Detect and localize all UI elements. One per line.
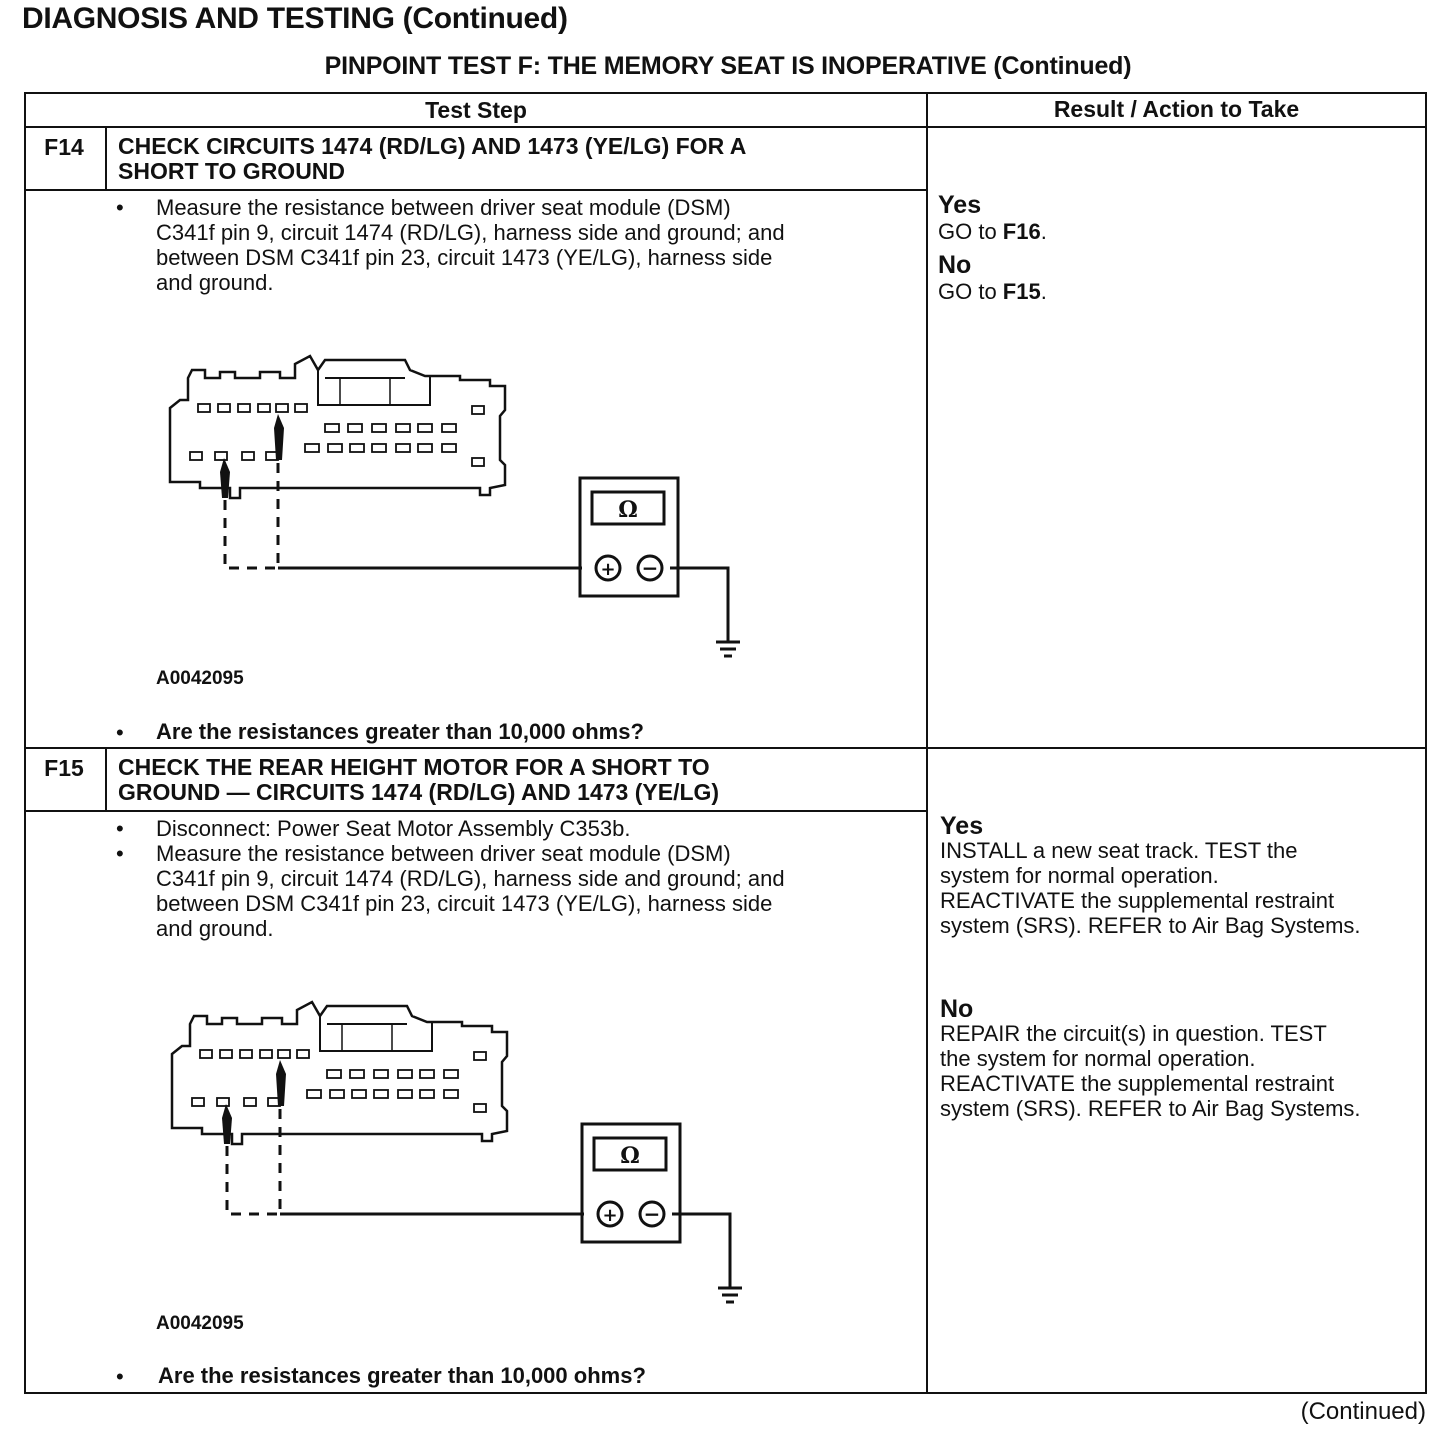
header-result: Result / Action to Take <box>1053 96 1300 122</box>
instruction-line: Measure the resistance between driver seat module (DSM) <box>156 841 731 866</box>
ohmmeter <box>580 478 678 596</box>
continued-footer: (Continued) <box>1300 1398 1426 1425</box>
result-line: REACTIVATE the supplemental restraint <box>940 888 1335 913</box>
step-id-divider <box>105 749 107 811</box>
instruction-text <box>156 816 630 841</box>
column-divider <box>926 94 928 1392</box>
connector-pins <box>190 404 484 466</box>
result-line: INSTALL a new seat track. TEST the <box>940 838 1298 863</box>
step-id: F14 <box>44 134 84 160</box>
connector-ohmmeter-diagram <box>162 996 762 1316</box>
header-divider <box>26 126 1425 128</box>
bullet-icon: • <box>116 720 124 745</box>
positive-terminal: + <box>600 559 616 580</box>
result-line: system (SRS). REFER to Air Bag Systems. <box>940 913 1361 938</box>
step-id: F15 <box>44 755 84 781</box>
ohmmeter <box>582 1124 680 1242</box>
result-line: system (SRS). REFER to Air Bag Systems. <box>940 1096 1361 1121</box>
step-title-line: GROUND — CIRCUITS 1474 (RD/LG) AND 1473 (YE/LG) <box>118 779 720 805</box>
result-line: REACTIVATE the supplemental restraint <box>940 1071 1335 1096</box>
result-no-action <box>940 1021 1361 1121</box>
header-test-step: Test Step <box>425 97 527 123</box>
ohm-symbol: Ω <box>618 497 638 523</box>
result-line: REPAIR the circuit(s) in question. TEST <box>940 1021 1327 1046</box>
step-title-line: CHECK CIRCUITS 1474 (RD/LG) AND 1473 (YE/LG) FOR A <box>118 133 747 159</box>
step-title <box>118 134 746 184</box>
negative-terminal: − <box>643 1202 661 1226</box>
connector-pins <box>192 1050 486 1112</box>
bullet-icon: • <box>116 816 124 841</box>
bullet-icon: • <box>116 195 124 220</box>
result-yes-label: Yes <box>940 812 984 840</box>
instruction-line: C341f pin 9, circuit 1474 (RD/LG), harness side and ground; and <box>156 220 785 245</box>
result-yes-action: GO to F16. <box>938 219 1047 244</box>
test-question: Are the resistances greater than 10,000 ohms? <box>156 719 644 744</box>
instruction-text <box>156 841 785 941</box>
connector-ohmmeter-diagram <box>160 350 760 670</box>
instruction-line: Disconnect: Power Seat Motor Assembly C353b. <box>156 816 631 841</box>
step-title-line: CHECK THE REAR HEIGHT MOTOR FOR A SHORT TO <box>118 754 710 780</box>
figure-id: A0042095 <box>156 1313 244 1334</box>
connector-outline <box>170 356 505 498</box>
step-title <box>118 755 719 805</box>
result-line: system for normal operation. <box>940 863 1219 888</box>
test-question: Are the resistances greater than 10,000 ohms? <box>158 1363 646 1388</box>
step-separator <box>26 747 1425 749</box>
result-no-label: No <box>940 995 974 1023</box>
result-no-action: GO to F15. <box>938 279 1047 304</box>
step-title-divider <box>26 189 926 191</box>
result-no-label: No <box>938 251 972 279</box>
ground-symbol <box>716 642 740 656</box>
ohm-symbol: Ω <box>620 1143 640 1169</box>
pinpoint-test-title: PINPOINT TEST F: THE MEMORY SEAT IS INOPERATIVE (Continued) <box>324 52 1132 80</box>
connector-outline <box>172 1002 507 1144</box>
result-line: the system for normal operation. <box>940 1046 1256 1071</box>
step-id-divider <box>105 128 107 190</box>
result-yes-label: Yes <box>938 191 982 219</box>
instruction-line: Measure the resistance between driver seat module (DSM) <box>156 195 731 220</box>
instruction-line: and ground. <box>156 916 274 941</box>
negative-terminal: − <box>641 556 659 580</box>
bullet-icon: • <box>116 1364 124 1389</box>
instruction-line: C341f pin 9, circuit 1474 (RD/LG), harness side and ground; and <box>156 866 785 891</box>
bullet-icon: • <box>116 841 124 866</box>
instruction-line: between DSM C341f pin 23, circuit 1473 (YE/LG), harness side <box>156 891 773 916</box>
positive-terminal: + <box>602 1205 618 1226</box>
instruction-text <box>156 195 785 295</box>
step-title-divider <box>26 810 926 812</box>
test-probes <box>222 1060 286 1144</box>
test-probes <box>220 414 284 498</box>
instruction-line: and ground. <box>156 270 274 295</box>
ground-symbol <box>718 1288 742 1302</box>
step-title-line: SHORT TO GROUND <box>118 158 346 184</box>
page-title: DIAGNOSIS AND TESTING (Continued) <box>22 2 568 35</box>
instruction-line: between DSM C341f pin 23, circuit 1473 (YE/LG), harness side <box>156 245 773 270</box>
figure-id: A0042095 <box>156 668 244 689</box>
result-yes-action <box>940 838 1361 938</box>
